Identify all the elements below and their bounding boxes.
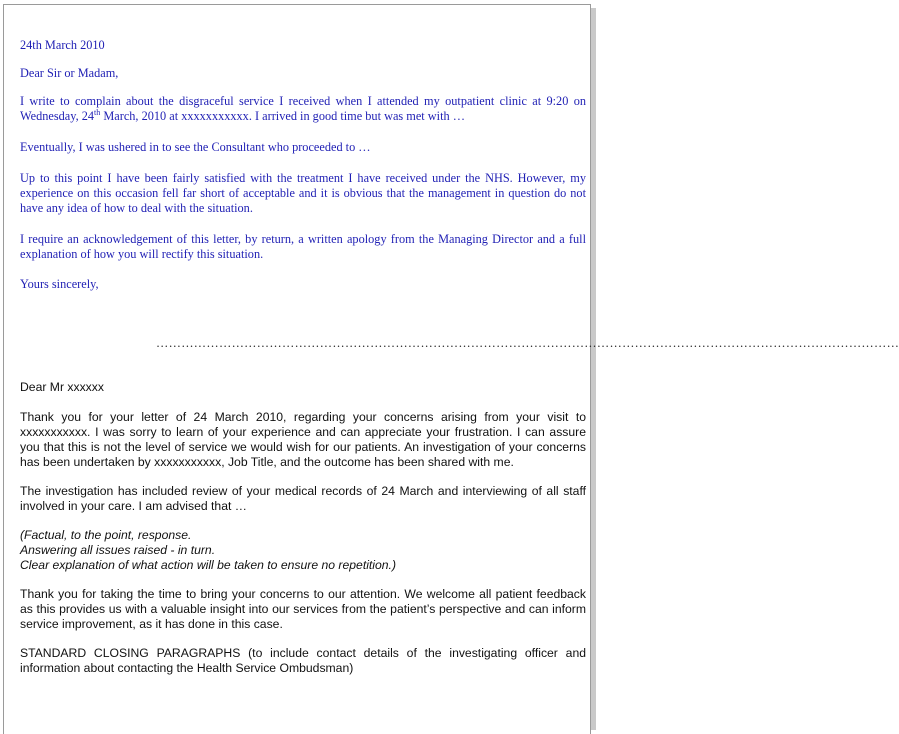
guidance-notes bbox=[20, 528, 586, 573]
closing-instructions: STANDARD CLOSING PARAGRAPHS (to include contact details of the investigating officer and information about contacting the Health Service Ombudsman) bbox=[20, 646, 586, 675]
paragraph-text: I write to complain about the disgraceful service I received when I attended my outpatient clinic at 9:20 on Wednesday, 24 bbox=[20, 94, 586, 123]
response-salutation: Dear Mr xxxxxx bbox=[20, 380, 104, 394]
guidance-note: (Factual, to the point, response. bbox=[20, 528, 192, 542]
letter-salutation: Dear Sir or Madam, bbox=[20, 66, 119, 80]
page-shadow bbox=[591, 8, 596, 730]
response-paragraph-3: Thank you for taking the time to bring your concerns to our attention. We welcome all patient feedback as this provides us with a valuable insight into our services from the patient’s perspective and can inform service improvement, as it has done in this case. bbox=[20, 587, 586, 631]
letter-signoff: Yours sincerely, bbox=[20, 277, 99, 291]
complaint-paragraph-1 bbox=[20, 94, 586, 124]
paragraph-text: March, 2010 at xxxxxxxxxxx. I arrived in good time but was met with … bbox=[100, 109, 466, 123]
complaint-paragraph-4: I require an acknowledgement of this letter, by return, a written apology from the Managing Director and a full explanation of how you will rectify this situation. bbox=[20, 232, 586, 261]
response-paragraph-2: The investigation has included review of your medical records of 24 March and interviewing of all staff involved in your care. I am advised that … bbox=[20, 484, 586, 513]
letter-date: 24th March 2010 bbox=[20, 38, 105, 52]
guidance-note: Clear explanation of what action will be taken to ensure no repetition.) bbox=[20, 558, 397, 572]
response-letter bbox=[20, 380, 586, 676]
complaint-letter bbox=[20, 38, 586, 292]
dotted-divider: …………………………………………………………………………………………………………………………………………………………… bbox=[156, 336, 899, 350]
complaint-paragraph-3: Up to this point I have been fairly satisfied with the treatment I have received under the NHS. However, my experience on this occasion fell far short of acceptable and it is obvious that the management in question do not have any idea of how to deal with the situation. bbox=[20, 171, 586, 215]
response-paragraph-1: Thank you for your letter of 24 March 2010, regarding your concerns arising from your visit to xxxxxxxxxxx. I was sorry to learn of your experience and can appreciate your frustration. I can assure you that this is not the level of service we would wish for our patients. An investigation of your concerns has been undertaken by xxxxxxxxxxx, Job Title, and the outcome has been shared with me. bbox=[20, 410, 586, 469]
guidance-note: Answering all issues raised - in turn. bbox=[20, 543, 216, 557]
ordinal-suffix: th bbox=[94, 107, 101, 117]
complaint-paragraph-2: Eventually, I was ushered in to see the Consultant who proceeded to … bbox=[20, 140, 371, 154]
